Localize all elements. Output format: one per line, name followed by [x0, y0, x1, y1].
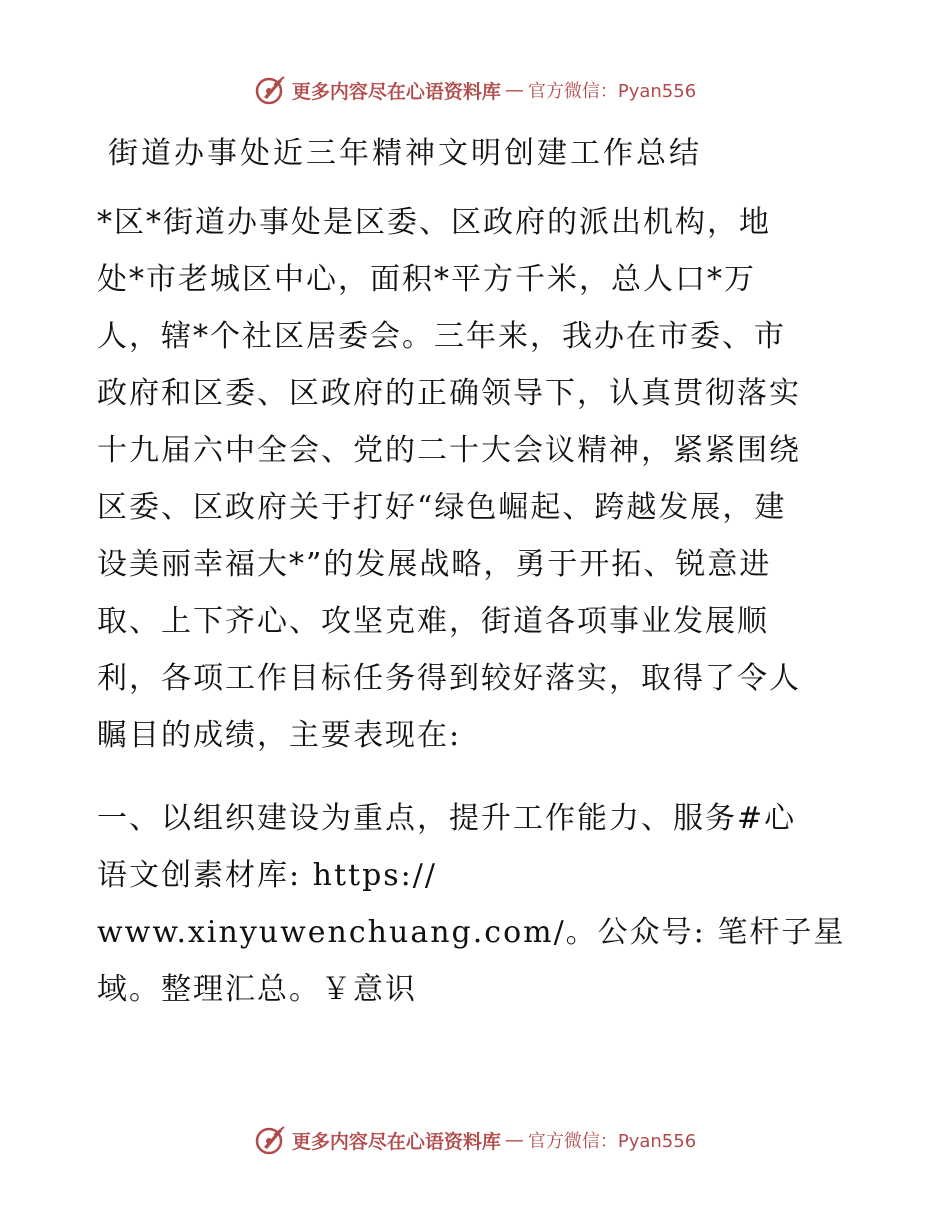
text-line: 取、上下齐心、攻坚克难，街道各项事业发展顺	[97, 604, 769, 639]
paragraph-section-one	[97, 790, 857, 1018]
banner-wechat-text: 官方微信：Pyan556	[527, 1131, 697, 1152]
text-line: 域。整理汇总。￥意识	[97, 972, 417, 1007]
text-line: 处*市老城区中心，面积*平方千米，总人口*万	[97, 262, 756, 297]
footer-banner	[0, 1120, 950, 1160]
header-banner	[0, 70, 950, 110]
text-line: 人，辖*个社区居委会。三年来，我办在市委、市	[97, 319, 786, 354]
text-line: 瞩目的成绩，主要表现在:	[97, 718, 462, 753]
quill-logo-icon	[254, 1123, 288, 1157]
text-line: 利，各项工作目标任务得到较好落实，取得了令人	[97, 661, 801, 696]
banner-main-text: 更多内容尽在心语资料库	[291, 80, 501, 103]
banner-separator: —	[504, 79, 524, 101]
text-line: 区委、区政府关于打好“绿色崛起、跨越发展，建	[97, 490, 787, 525]
quill-logo-icon	[254, 73, 288, 107]
banner-wechat-text: 官方微信：Pyan556	[527, 81, 697, 102]
paragraph-intro	[97, 194, 857, 764]
text-line: 一、以组织建设为重点，提升工作能力、服务#心	[97, 801, 797, 836]
text-line: 政府和区委、区政府的正确领导下，认真贯彻落实	[97, 376, 801, 411]
text-line: 设美丽幸福大*”的发展战略，勇于开拓、锐意进	[97, 547, 772, 582]
text-line: *区*街道办事处是区委、区政府的派出机构，地	[97, 205, 771, 240]
document-title: 街道办事处近三年精神文明创建工作总结	[108, 136, 702, 171]
text-line: www.xinyuwenchuang.com/。公众号: 笔杆子星	[97, 915, 846, 950]
text-line: 语文创素材库: https://	[97, 858, 437, 893]
banner-separator: —	[504, 1129, 524, 1151]
text-line: 十九届六中全会、党的二十大会议精神，紧紧围绕	[97, 433, 801, 468]
banner-main-text: 更多内容尽在心语资料库	[291, 1130, 501, 1153]
